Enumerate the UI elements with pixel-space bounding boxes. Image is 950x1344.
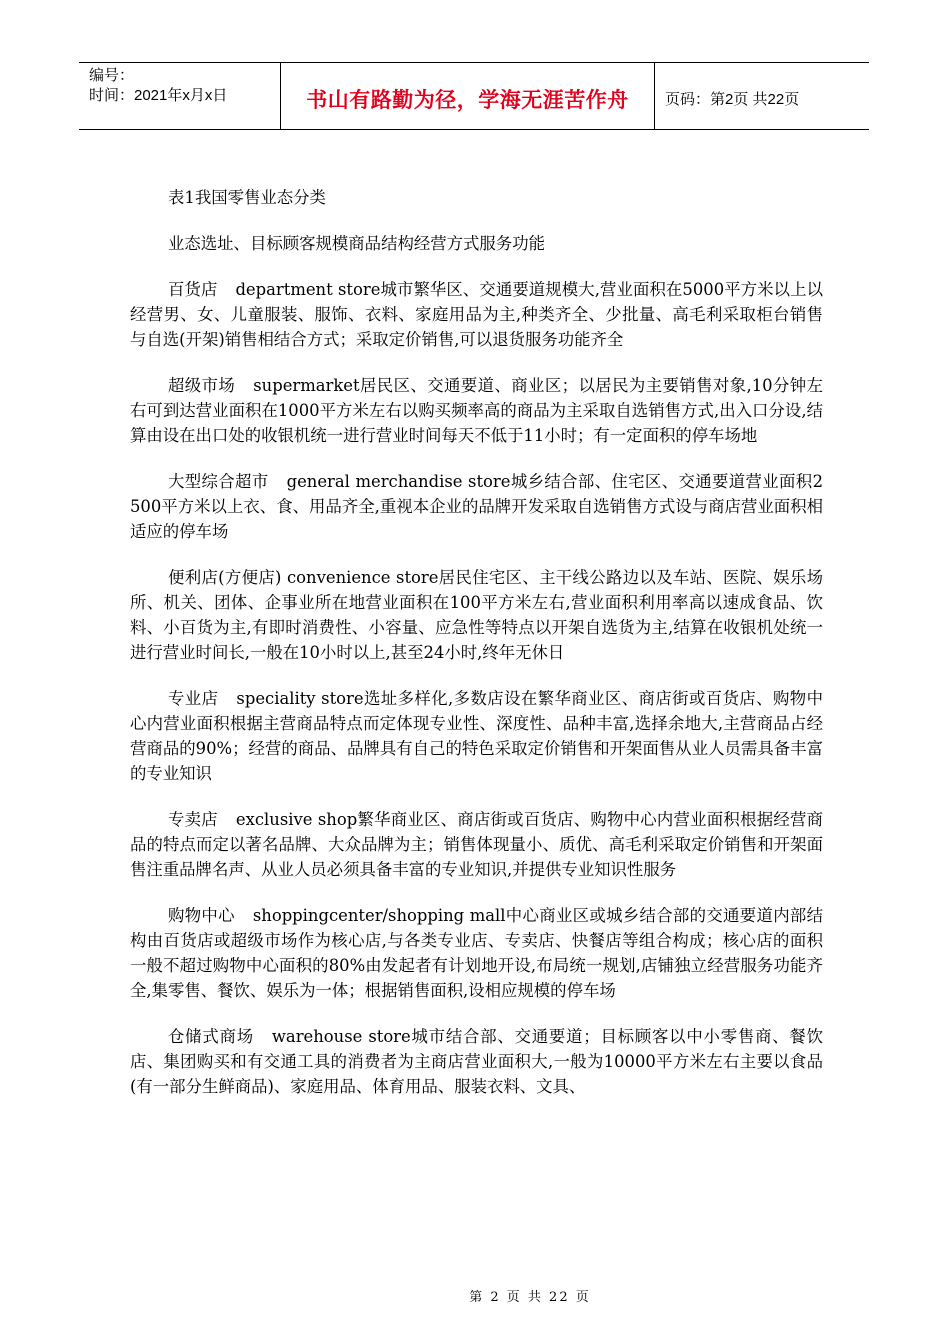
entry-name: 专业店 [168,689,219,708]
motto-text: 书山有路勤为径，学海无涯苦作舟 [306,88,629,112]
entry-name: 专卖店 [168,810,218,829]
entry-exclusive-shop [130,807,823,882]
table-title: 表1我国零售业态分类 [168,188,326,207]
entry-text: convenience store居民住宅区、主干线公路边以及车站、医院、娱乐场所、机关、团体、企事业所在地营业面积在100平方米左右,营业面积利用率高以速成食品、饮料、小百货为主,有即时消费性、小容量、应急性等特点以开架自选货为主,结算在收银机处统一进行营业时间长,一般在10小时以上,甚至24小时,终年无休日 [130,568,824,662]
entry-text: general merchandise store城乡结合部、住宅区、交通要道营业面积2500平方米以上衣、食、用品齐全,重视本企业的品牌开发采取自选销售方式设与商店营业面积相适应的停车场 [130,472,823,541]
page-info: 页码：第2页 共22页 [665,90,800,108]
time-label: 时间：2021年x月x日 [89,87,228,104]
entry-name: 仓储式商场 [168,1027,254,1046]
entry-text: speciality store选址多样化,多数店设在繁华商业区、商店街或百货店、购物中心内营业面积根据主营商品特点而定体现专业性、深度性、品种丰富,选择余地大,主营商品占经营商品的90%；经营的商品、品牌具有自己的特色采取定价销售和开架面售从业人员需具备丰富的专业知识 [130,689,823,783]
document-header [79,62,869,130]
entry-text: shoppingcenter/shopping mall中心商业区或城乡结合部的交通要道内部结构由百货店或超级市场作为核心店,与各类专业店、专卖店、快餐店等组合构成；核心店的面积一般不超过购物中心面积的80%由发起者有计划地开设,布局统一规划,店铺独立经营服务功能齐全,集零售、餐饮、娱乐为一体；根据销售面积,设相应规模的停车场 [130,906,824,1000]
header-page-cell [655,63,869,129]
header-meta-cell [79,63,281,129]
entry-shopping-center [130,903,823,1003]
entry-text: supermarket居民区、交通要道、商业区；以居民为主要销售对象,10分钟左右可到达营业面积在1000平方米左右以购买频率高的商品为主采取自选销售方式,出入口分设,结算由设在出口处的收银机统一进行营业时间每天不低于11小时；有一定面积的停车场地 [130,376,824,445]
number-label: 编号： [89,67,135,84]
document-body [130,185,823,1120]
entry-warehouse-store [130,1024,823,1099]
entry-name: 购物中心 [168,906,235,925]
entry-convenience-store [130,565,823,665]
entry-text: warehouse store城市结合部、交通要道；目标顾客以中小零售商、餐饮店、集团购买和有交通工具的消费者为主商店营业面积大,一般为10000平方米左右主要以食品(有一部分生鲜商品)、家庭用品、体育用品、服装衣料、文具、 [130,1027,823,1096]
column-headers: 业态选址、目标顾客规模商品结构经营方式服务功能 [168,234,545,253]
page-footer: 第 2 页 共 22 页 [469,1290,591,1305]
entry-name: 大型综合超市 [168,472,269,491]
entry-name: 超级市场 [168,376,236,395]
entry-text: department store城市繁华区、交通要道规模大,营业面积在5000平方米以上以经营男、女、儿童服装、服饰、衣料、家庭用品为主,种类齐全、少批量、高毛利采取柜台销售与自选(开架)销售相结合方式；采取定价销售,可以退货服务功能齐全 [130,280,823,349]
entry-speciality-store [130,686,823,786]
entry-general-merchandise-store [130,469,823,544]
header-motto-cell [281,63,655,129]
entry-department-store [130,277,823,352]
entry-text: exclusive shop繁华商业区、商店街或百货店、购物中心内营业面积根据经营商品的特点而定以著名品牌、大众品牌为主；销售体现量小、质优、高毛利采取定价销售和开架面售注重品牌名声、从业人员必须具备丰富的专业知识,并提供专业知识性服务 [130,810,823,879]
entry-name: 便利店(方便店) [168,568,282,587]
entry-name: 百货店 [168,280,218,299]
entry-supermarket [130,373,823,448]
